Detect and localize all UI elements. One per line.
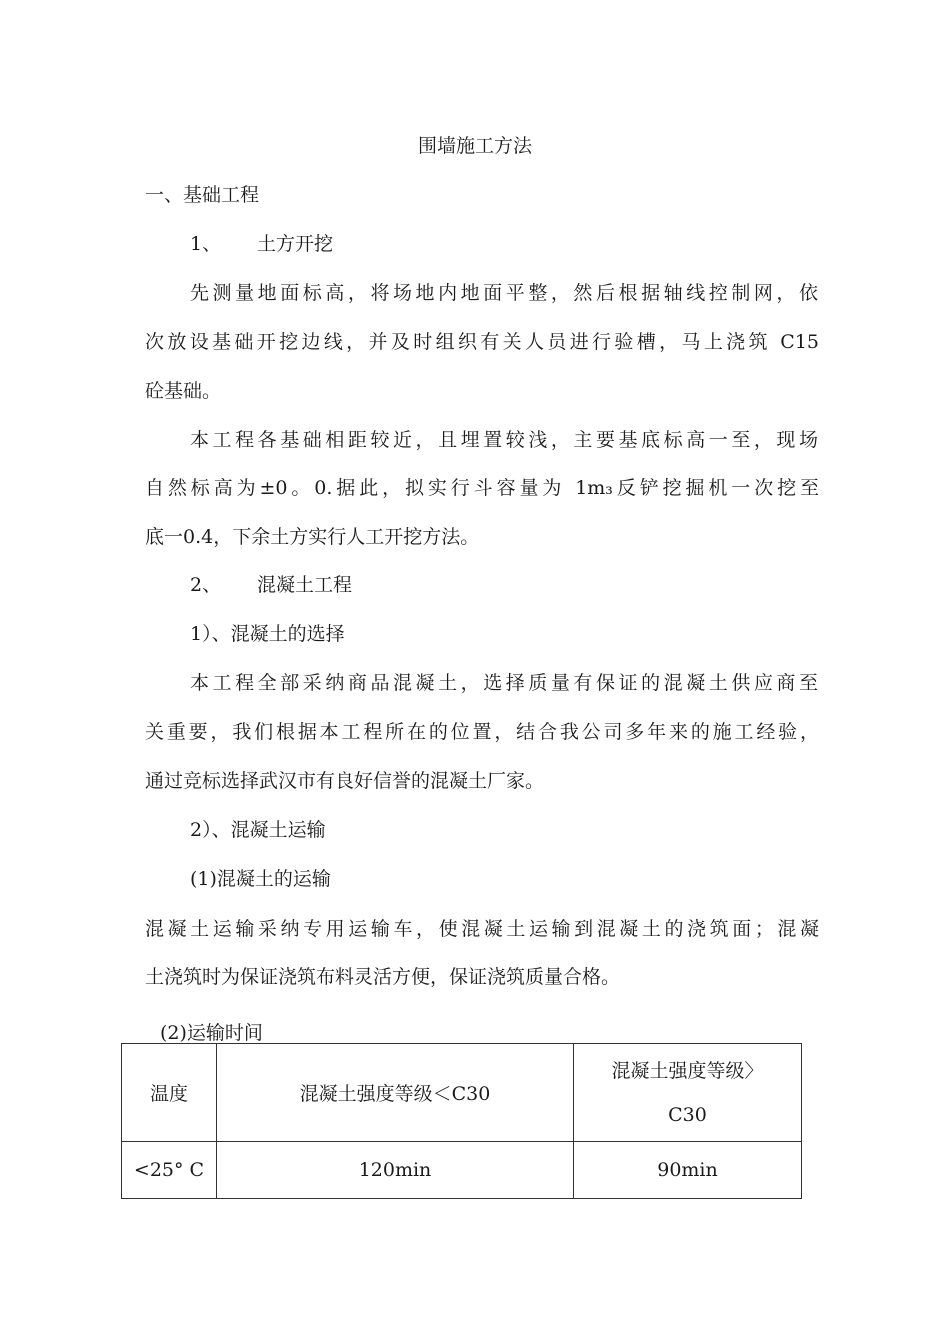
table-header-cell: 混凝土强度等级＜C30: [217, 1044, 574, 1142]
section-heading: 一、基础工程: [145, 184, 260, 206]
sub-heading: (2)运输时间: [160, 1022, 263, 1044]
paragraph-line: 砼基础。: [145, 380, 222, 402]
subsection-title: 土方开挖: [257, 233, 334, 255]
paragraph-line: 自然标高为±0。0.据此，拟实行斗容量为 1m₃反铲挖掘机一次挖至: [145, 477, 819, 499]
table-header-cell: 温度: [122, 1044, 217, 1142]
sub-heading: 1）、混凝土的选择: [190, 623, 345, 645]
paragraph-line: 混凝土运输采纳专用运输车，使混凝土运输到混凝土的浇筑面；混凝: [145, 918, 819, 940]
table-header-cell: [574, 1044, 802, 1142]
paragraph-line: 次放设基础开挖边线，并及时组织有关人员进行验槽，马上浇筑 C15: [145, 331, 819, 353]
transport-time-table: [121, 1043, 802, 1199]
sub-heading: 2）、混凝土运输: [190, 819, 326, 841]
table-cell: 90min: [574, 1142, 802, 1199]
subsection-number: 2、: [190, 574, 222, 596]
table-row: [122, 1044, 802, 1142]
table-cell: 120min: [217, 1142, 574, 1199]
table-cell: <25° C: [122, 1142, 217, 1199]
paragraph-line: 本工程全部采纳商品混凝土，选择质量有保证的混凝土供应商至: [190, 672, 818, 694]
subsection-title: 混凝土工程: [257, 574, 353, 596]
document-title: 围墙施工方法: [417, 135, 532, 157]
header-text-line: C30: [668, 1103, 707, 1126]
paragraph-line: 土浇筑时为保证浇筑布料灵活方便，保证浇筑质量合格。: [145, 966, 621, 988]
paragraph-line: 通过竞标选择武汉市有良好信誉的混凝土厂家。: [145, 770, 545, 792]
subsection-number: 1、: [190, 233, 222, 255]
paragraph-line: 本工程各基础相距较近，且埋置较浅，主要基底标高一至，现场: [190, 429, 818, 451]
paragraph-line: 关重要，我们根据本工程所在的位置，结合我公司多年来的施工经验，: [145, 721, 819, 743]
header-text-line: 混凝土强度等级〉: [611, 1059, 764, 1082]
sub-heading: (1)混凝土的运输: [190, 868, 331, 890]
table-row: [122, 1142, 802, 1199]
paragraph-line: 先测量地面标高，将场地内地面平整，然后根据轴线控制网，依: [190, 282, 818, 304]
paragraph-line: 底一0.4，下余土方实行人工开挖方法。: [145, 526, 480, 548]
